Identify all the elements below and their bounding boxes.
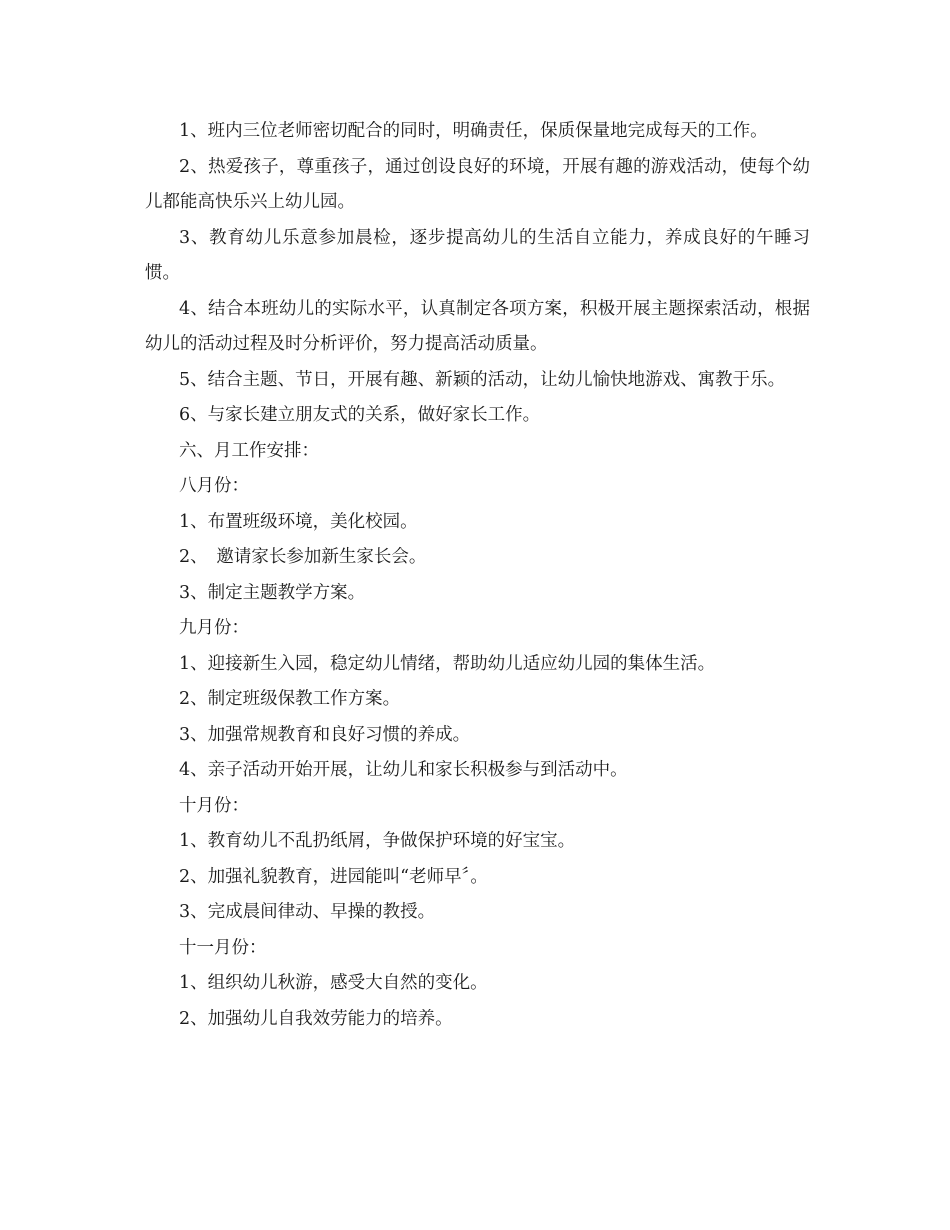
september-item-4: 4、亲子活动开始开展，让幼儿和家长积极参与到活动中。 [179, 760, 628, 780]
november-item-1: 1、组织幼儿秋游，感受大自然的变化。 [179, 973, 488, 993]
section-heading-monthly-plan: 六、月工作安排： [179, 440, 319, 461]
october-item-1: 1、教育幼儿不乱扔纸屑，争做保护环境的好宝宝。 [179, 831, 576, 851]
september-item-1: 1、迎接新生入园，稳定幼儿情绪，帮助幼儿适应幼儿园的集体生活。 [179, 653, 716, 674]
paragraph-item-6: 6、与家长建立朋友式的关系，做好家长工作。 [179, 405, 541, 425]
paragraph-item-1: 1、班内三位老师密切配合的同时，明确责任，保质保量地完成每天的工作。 [179, 121, 768, 141]
september-item-3: 3、加强常规教育和良好习惯的养成。 [179, 724, 471, 745]
paragraph-item-3: 3、教育幼儿乐意参加晨检，逐步提高幼儿的生活自立能力，养成良好的午睡习惯。 [145, 227, 810, 283]
august-item-1: 1、布置班级环境，美化校园。 [179, 511, 418, 532]
paragraph-item-4: 4、结合本班幼儿的实际水平，认真制定各项方案，积极开展主题探索活动，根据幼儿的活动过程及时分析评价，努力提高活动质量。 [145, 298, 810, 354]
month-heading-november: 十一月份： [179, 937, 267, 958]
document-body [145, 114, 810, 1037]
august-item-2: 2、 邀请家长参加新生家长会。 [179, 547, 427, 567]
november-item-2: 2、加强幼儿自我效劳能力的培养。 [179, 1008, 453, 1029]
month-heading-october: 十月份： [179, 795, 249, 816]
august-item-3: 3、制定主题教学方案。 [179, 582, 366, 603]
september-item-2: 2、制定班级保教工作方案。 [179, 689, 401, 709]
october-item-3: 3、完成晨间律动、早操的教授。 [179, 902, 436, 922]
october-item-2: 2、加强礼貌教育，进园能叫“老师早〞。 [179, 866, 488, 887]
month-heading-september: 九月份： [179, 618, 249, 638]
paragraph-item-2: 2、热爱孩子，尊重孩子，通过创设良好的环境，开展有趣的游戏活动，使每个幼儿都能高快乐兴上幼儿园。 [145, 156, 810, 212]
paragraph-item-5: 5、结合主题、节日，开展有趣、新颖的活动，让幼儿愉快地游戏、寓教于乐。 [179, 369, 786, 390]
month-heading-august: 八月份： [179, 476, 249, 496]
